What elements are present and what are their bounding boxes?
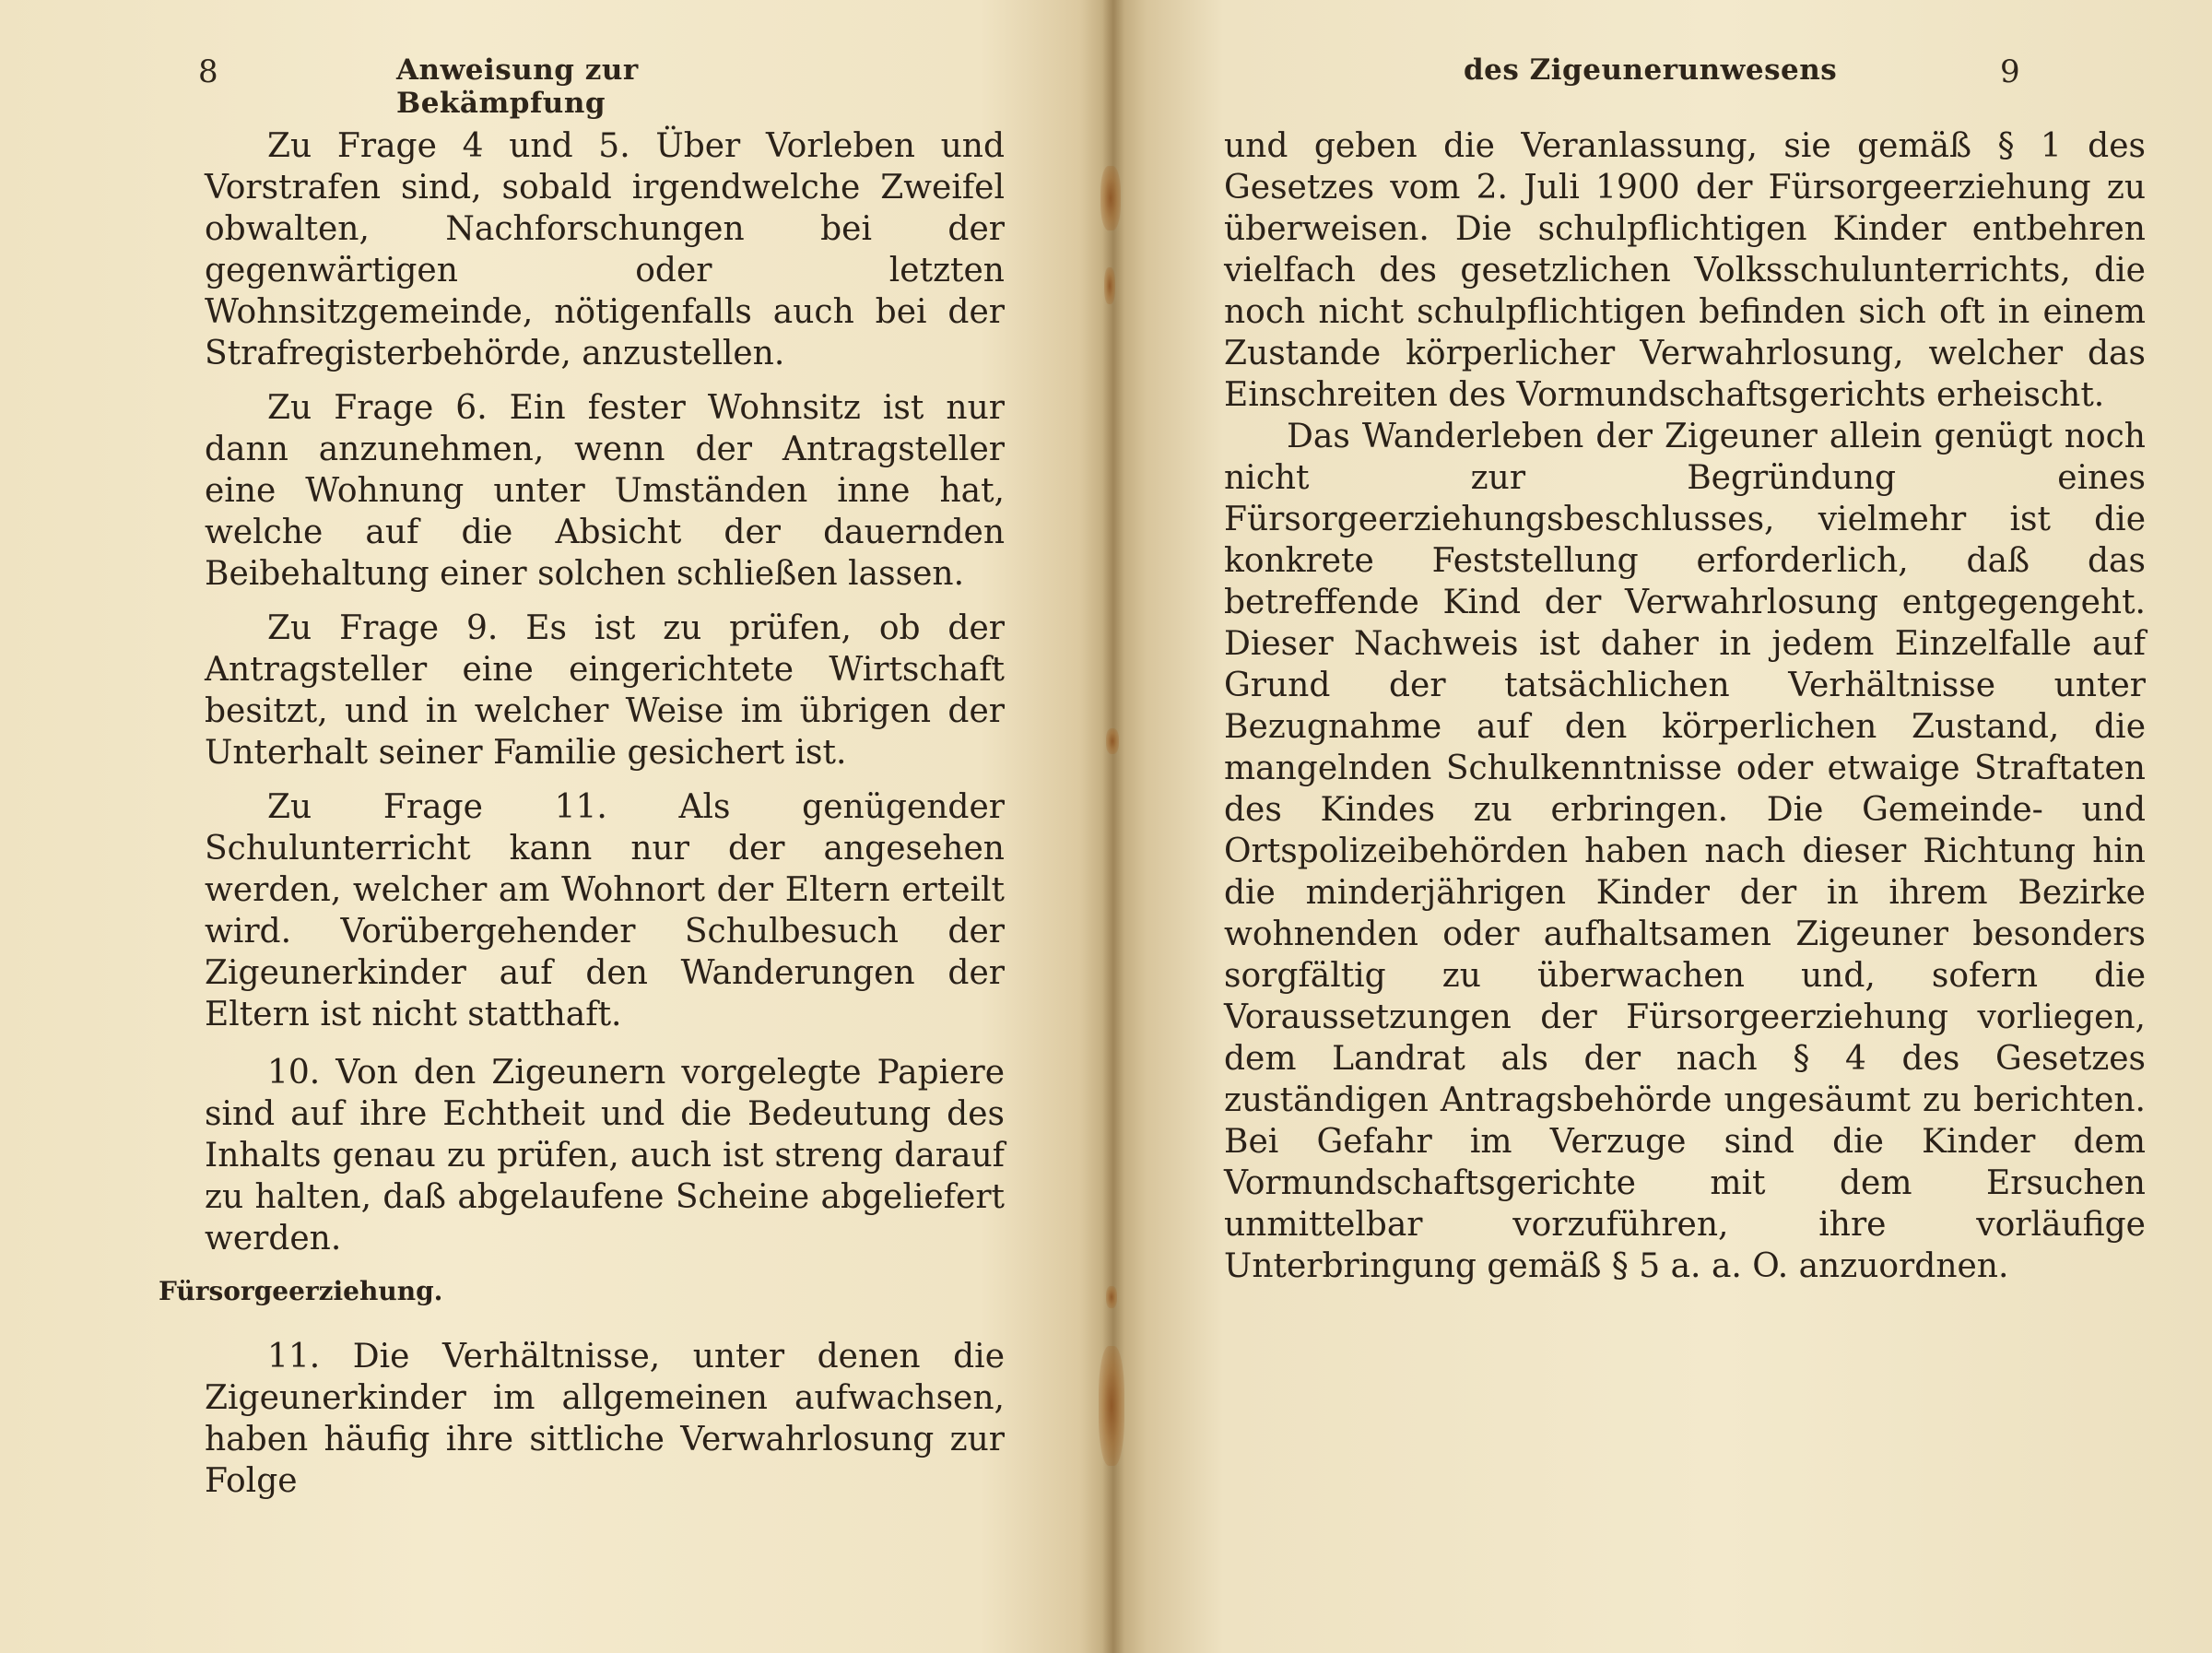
paragraph-frage-4-5: Zu Frage 4 und 5. Über Vorleben und Vorstrafen sind, sobald irgendwelche Zweifel obwalten, Nachforschungen bei der gegenwärtigen oder letzten Wohnsitzgemeinde, nötigenfalls auch bei der Strafregisterbehörde, anzustellen. bbox=[205, 127, 1005, 372]
left-page-number: 8 bbox=[198, 53, 218, 90]
binding-stain bbox=[1104, 267, 1115, 304]
binding-stain bbox=[1099, 1346, 1124, 1466]
section-heading-fuersorgeerziehung: Fürsorgeerziehung. bbox=[159, 1276, 443, 1306]
binding-stain bbox=[1100, 166, 1121, 230]
right-page-number: 9 bbox=[2000, 53, 2020, 90]
left-running-head: Anweisung zur Bekämpfung bbox=[396, 53, 639, 120]
paragraph-frage-9: Zu Frage 9. Es ist zu prüfen, ob der Antragsteller eine eingerichtete Wirtschaft besitzt, und in welcher Weise im übrigen der Unterhalt seiner Familie gesichert ist. bbox=[205, 609, 1005, 772]
paragraph-wanderleben: Das Wanderleben der Zigeuner allein genügt noch nicht zur Begründung eines Fürsorgeerziehungsbeschlusses, vielmehr ist die konkrete Feststellung erforderlich, daß das betreffende Kind der Verwahrlosung entgegengeht. Dieser Nachweis ist daher in jedem Einzelfalle auf Grund der tatsächlichen Verhältnisse unter Bezugnahme auf den körperlichen Zustand, die mangelnden Schulkenntnisse oder etwaige Straftaten des Kindes zu erbringen. Die Gemeinde- und Ortspolizeibehörden haben nach dieser Richtung hin die minderjährigen Kinder der in ihrem Bezirke wohnenden oder aufhaltsamen Zigeuner besonders sorgfältig zu überwachen und, sofern die Voraussetzungen der Fürsorgeerziehung vorliegen, dem Landrat als der nach § 4 des Gesetzes zuständigen Antragsbehörde ungesäumt zu berichten. Bei Gefahr im Verzuge sind die Kinder dem Vormundschaftsgerichte mit dem Ersuchen unmittelbar vorzuführen, ihre vorläufige Unterbringung gemäß § 5 a. a. O. anzuordnen. bbox=[1224, 418, 2146, 1285]
left-text-column bbox=[205, 125, 1005, 1259]
right-running-head: des Zigeunerunwesens bbox=[1464, 53, 1838, 87]
left-section-block bbox=[159, 1270, 1005, 1502]
binding-stain bbox=[1106, 728, 1119, 754]
binding-stain bbox=[1106, 1286, 1117, 1308]
paragraph-10: 10. Von den Zigeunern vorgelegte Papiere sind auf ihre Echtheit und die Bedeutung des Inhalts genau zu prüfen, auch ist streng darauf zu halten, daß abgelaufene Scheine abgeliefert werden. bbox=[205, 1054, 1005, 1257]
paragraph-11: 11. Die Verhältnisse, unter denen die Zigeunerkinder im allgemeinen aufwachsen, haben häufig ihre sittliche Verwahrlosung zur Folge bbox=[205, 1338, 1005, 1500]
paragraph-frage-11: Zu Frage 11. Als genügender Schulunterricht kann nur der angesehen werden, welcher am Wohnort der Eltern erteilt wird. Vorübergehender Schulbesuch der Zigeunerkinder auf den Wanderungen der Eltern ist nicht statthaft. bbox=[205, 788, 1005, 1033]
right-text-column bbox=[1224, 125, 2146, 1287]
right-page bbox=[1113, 0, 2212, 1653]
paragraph-frage-6: Zu Frage 6. Ein fester Wohnsitz ist nur dann anzunehmen, wenn der Antragsteller eine Wohnung unter Umständen inne hat, welche auf die Absicht der dauernden Beibehaltung einer solchen schließen lassen. bbox=[205, 389, 1005, 593]
paragraph-continuation: und geben die Veranlassung, sie gemäß § 1 des Gesetzes vom 2. Juli 1900 der Fürsorgeerziehung zu überweisen. Die schulpflichtigen Kinder entbehren vielfach des gesetzlichen Volksschulunterrichts, die noch nicht schulpflichtigen befinden sich oft in einem Zustande körperlicher Verwahrlosung, welcher das Einschreiten des Vormundschaftsgerichts erheischt. bbox=[1224, 127, 2146, 414]
